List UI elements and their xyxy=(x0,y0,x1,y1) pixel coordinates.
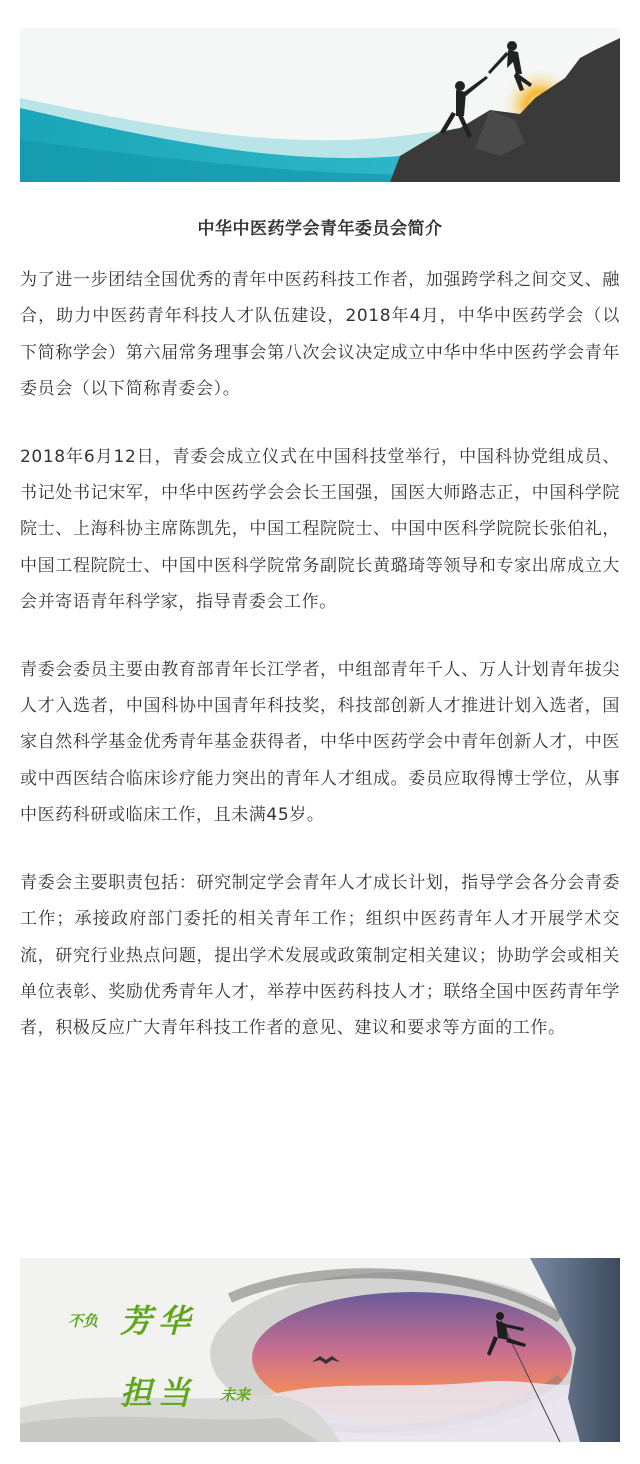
climbers-helping-hand-icon xyxy=(20,28,620,182)
article-paragraph-4: 青委会主要职责包括：研究制定学会青年人才成长计划，指导学会各分会青委工作；承接政府部门委托的相关青年工作；组织中医药青年人才开展学术交流，研究行业热点问题，提出学术发展或政策制定相关建议；协助学会或相关单位表彰、奖励优秀青年人才，举荐中医药科技人才；联络全国中医药青年学者，积极反应广大青年科技工作者的意见、建议和要求等方面的工作。 xyxy=(20,872,620,1039)
header-banner-image xyxy=(20,28,620,182)
ink-swirl-climber-icon xyxy=(20,1258,620,1442)
slogan-fanghua: 芳华 xyxy=(120,1302,197,1340)
article-body xyxy=(20,262,620,1078)
article-title: 中华中医药学会青年委员会简介 xyxy=(197,219,443,239)
article-paragraph-2: 2018年6月12日，青委会成立仪式在中国科技堂举行，中国科协党组成员、书记处书记宋军，中华中医药学会会长王国强，国医大师路志正，中国科学院院士、上海科协主席陈凯先，中国工程院院士、中国中医科学院院长张伯礼，中国工程院院士、中国中医科学院常务副院长黄璐琦等领导和专家出席成立大会并寄语青年科学家，指导青委会工作。 xyxy=(20,446,620,613)
slogan-dandang: 担当 xyxy=(120,1374,197,1412)
slogan-weilai: 未来 xyxy=(220,1386,251,1404)
article-paragraph-3: 青委会委员主要由教育部青年长江学者，中组部青年千人、万人计划青年拔尖人才入选者，中国科协中国青年科技奖，科技部创新人才推进计划入选者，国家自然科学基金优秀青年基金获得者，中华中医药学会中青年创新人才，中医或中西医结合临床诊疗能力突出的青年人才组成。委员应取得博士学位，从事中医药科研或临床工作，且未满45岁。 xyxy=(20,659,620,826)
article-paragraph-1: 为了进一步团结全国优秀的青年中医药科技工作者，加强跨学科之间交叉、融合，助力中医药青年科技人才队伍建设，2018年4月，中华中医药学会（以下简称学会）第六届常务理事会第八次会议决定成立中华中华中医药学会青年委员会（以下简称青委会）。 xyxy=(20,270,620,400)
footer-banner-image xyxy=(20,1258,620,1442)
slogan-bufu: 不负 xyxy=(68,1312,99,1330)
